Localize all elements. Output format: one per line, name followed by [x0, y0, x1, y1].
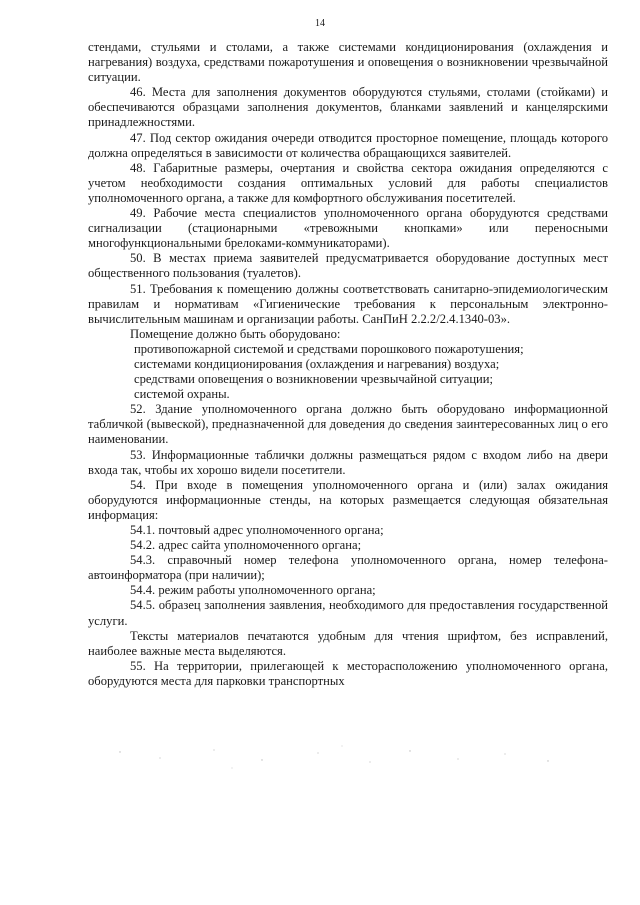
paragraph-54-1: 54.1. почтовый адрес уполномоченного органа;	[130, 523, 384, 537]
paragraph-52: 52. Здание уполномоченного органа должно быть оборудовано информационной табличкой (вывеской), предназначенной для доведения до сведения заинтересованных лиц о его наименовании.	[88, 402, 608, 447]
paragraph-continuation: стендами, стульями и столами, а также системами кондиционирования (охлаждения и нагревания) воздуха, средствами пожаротушения и оповещения о возникновении чрезвычайной ситуации.	[88, 40, 608, 85]
paragraph-49: 49. Рабочие места специалистов уполномоченного органа оборудуются средствами сигнализации (стационарными «тревожными кнопками» или переносными многофункциональными брелоками-коммуникаторами).	[88, 206, 608, 251]
list-item: системой охраны.	[134, 387, 230, 402]
document-body	[88, 40, 608, 689]
list-item: средствами оповещения о возникновении чрезвычайной ситуации;	[134, 372, 494, 387]
paragraph-54-3: 54.3. справочный номер телефона уполномоченного органа, номер телефона-автоинформатора (при наличии);	[88, 553, 608, 583]
paragraph-equipment-intro: Помещение должно быть оборудовано:	[130, 326, 341, 341]
paragraph-51: 51. Требования к помещению должны соответствовать санитарно-эпидемиологическим правилам и нормативам «Гигиенические требования к персональным электронно-вычислительным машинам и организации работы. СанПиН 2.2.2/2.4.1340-03».	[88, 281, 608, 326]
paragraph-54-5: 54.5. образец заполнения заявления, необходимого для предоставления государственной услуги.	[88, 598, 608, 628]
paragraph-55: 55. На территории, прилегающей к месторасположению уполномоченного органа, оборудуются места для парковки транспортных	[88, 658, 608, 688]
paragraph-materials: Тексты материалов печатаются удобным для чтения шрифтом, без исправлений, наиболее важные места выделяются.	[88, 628, 608, 658]
paragraph-50: 50. В местах приема заявителей предусматривается оборудование доступных мест общественного пользования (туалетов).	[88, 251, 608, 281]
list-item: противопожарной системой и средствами порошкового пожаротушения;	[134, 341, 524, 356]
paragraph-54-2: 54.2. адрес сайта уполномоченного органа;	[130, 538, 362, 553]
paragraph-46: 46. Места для заполнения документов оборудуются стульями, столами (стойками) и обеспечиваются образцами заполнения документов, бланками заявлений и канцелярскими принадлежностями.	[88, 85, 608, 130]
paragraph-54-4: 54.4. режим работы уполномоченного органа;	[130, 583, 376, 598]
paragraph-54: 54. При входе в помещения уполномоченного органа и (или) залах ожидания оборудуются информационные стенды, на которых размещается следующая обязательная информация:	[88, 477, 608, 522]
page-number: 14	[315, 18, 325, 29]
list-item: системами кондиционирования (охлаждения и нагревания) воздуха;	[134, 356, 500, 371]
paragraph-48: 48. Габаритные размеры, очертания и свойства сектора ожидания определяются с учетом необходимости создания оптимальных условий для работы специалистов уполномоченного органа, а также для комфортного обслуживания посетителей.	[88, 160, 608, 205]
paragraph-47: 47. Под сектор ожидания очереди отводится просторное помещение, площадь которого должна определяться в зависимости от количества обращающихся заявителей.	[88, 130, 608, 160]
paragraph-53: 53. Информационные таблички должны размещаться рядом с входом либо на двери входа так, чтобы их хорошо видели посетители.	[88, 447, 608, 477]
scan-noise-marks	[0, 738, 640, 778]
